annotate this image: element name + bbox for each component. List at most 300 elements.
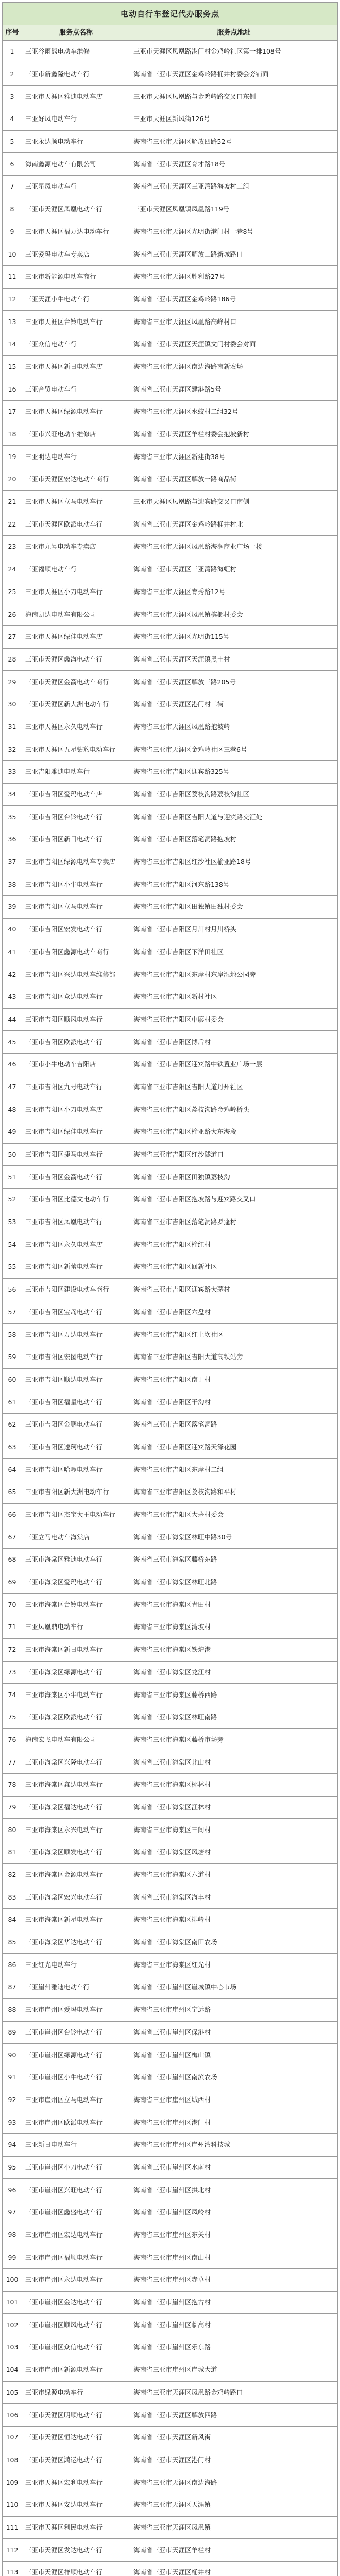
service-point-name: 三亚市崖州区欧派电动车行 [22,2111,130,2133]
service-point-address: 海南省三亚市崖州区崖州湾科技城 [133,2141,230,2149]
table-row [3,851,337,874]
table-row [3,716,337,739]
row-number: 108 [3,2449,22,2471]
table-row [3,2246,337,2269]
service-point-address: 海南省三亚市吉阳区榆亚路大东海段 [133,1128,237,1136]
service-point-address: 海南省三亚市吉阳区吉阳大道与迎宾路交汇处 [133,812,263,821]
service-point-address: 海南省三亚市崖州区东关村 [133,2231,211,2239]
service-point-address: 海南省三亚市吉阳区红沙社区榆亚路18号 [133,858,251,866]
service-point-name: 三亚市吉阳区金箭电动车行 [22,1166,130,1188]
table-row [3,423,337,446]
service-point-address: 三亚市天涯区凤凰路港门村金鸡岭社区第一排108号 [133,47,281,56]
service-point-address: 海南省三亚市吉阳区干沟村 [133,1398,211,1406]
service-point-name: 三亚市崖州区爱玛电动车行 [22,1999,130,2021]
service-point-name: 三亚市海棠区兴隆电动车行 [22,1751,130,1773]
table-row [3,986,337,1009]
service-point-address: 海南省三亚市天涯区光明街港门村一巷8号 [133,227,253,235]
table-row [3,131,337,154]
service-point-address: 海南省三亚市天涯区解放四路 [133,2411,217,2419]
row-number: 63 [3,1436,22,1459]
service-point-name: 三亚市吉阳区万达电动车行 [22,1324,130,1346]
service-point-address: 海南省三亚市天涯区新风街 [133,2433,211,2442]
service-point-name: 三亚市吉阳区宝岛电动车行 [22,1301,130,1324]
service-point-name: 三亚市海棠区雅迪电动车行 [22,1549,130,1571]
row-number: 40 [3,919,22,941]
row-number: 106 [3,2404,22,2426]
table-header-row [3,25,337,41]
row-number: 55 [3,1256,22,1278]
table-row [3,919,337,941]
service-point-name: 三亚市吉阳区兴达电动车维修部 [22,963,130,986]
row-number: 25 [3,581,22,603]
table-row [3,806,337,828]
table-row [3,581,337,604]
service-point-address: 海南省三亚市崖州区崖城大道 [133,2366,217,2374]
service-point-name: 三亚市天涯区凤凰电动车行 [22,198,130,221]
table-row [3,2314,337,2336]
row-number: 15 [3,356,22,378]
row-number: 39 [3,896,22,918]
row-number: 8 [3,198,22,221]
row-number: 53 [3,1211,22,1233]
service-point-name: 三亚市吉阳区小刀电动车店 [22,1098,130,1121]
table-row [3,693,337,716]
service-point-address: 海南省三亚市天涯区解放四路52号 [133,138,232,146]
service-point-name: 三亚市崖州区小刀电动车行 [22,2157,130,2179]
service-point-name: 三亚红光电动车行 [22,1954,130,1976]
service-point-name: 三亚市吉阳区台铃电动车行 [22,806,130,828]
row-number: 89 [3,2022,22,2044]
row-number: 38 [3,873,22,895]
row-number: 49 [3,1121,22,1143]
table-row [3,761,337,784]
service-point-address: 海南省三亚市天涯区建港路5号 [133,385,222,393]
service-point-name: 三亚市吉阳区永久电动车店 [22,1233,130,1256]
table-row [3,1233,337,1256]
row-number: 28 [3,649,22,671]
service-point-name: 三亚市兴旺电动车维修店 [22,423,130,446]
service-point-address: 海南省三亚市天涯区凤凰路抱坡岭 [133,722,230,731]
row-number: 101 [3,2292,22,2314]
service-point-name: 三亚市吉阳区速珂电动车行 [22,1436,130,1459]
service-point-address: 海南省三亚市海棠区风塘村 [133,1848,211,1856]
table-row [3,2179,337,2201]
table-row [3,1189,337,1211]
service-point-address: 海南省三亚市崖州区崖城镇中心市场 [133,1983,237,1991]
service-point-name: 三亚市天涯区金箭电动车商行 [22,671,130,693]
service-point-address: 海南省三亚市天涯区南边海路 [133,2478,217,2486]
service-point-name: 三亚立马电动车海棠店 [22,1526,130,1548]
row-number: 3 [3,86,22,108]
service-point-name: 三亚市天涯区宏利电动车行 [22,2471,130,2494]
row-number: 60 [3,1369,22,1391]
service-point-name: 三亚市天涯区利民电动车行 [22,2517,130,2539]
service-point-name: 三亚市吉阳区小牛电动车行 [22,873,130,895]
table-row [3,1369,337,1392]
row-number: 112 [3,2539,22,2561]
service-point-address: 海南省三亚市海棠区铁炉港 [133,1646,211,1654]
row-number: 113 [3,2562,22,2576]
service-point-name: 三亚崖州雅迪电动车行 [22,1976,130,1998]
table-row [3,2224,337,2247]
row-number: 5 [3,131,22,153]
service-point-address: 海南省三亚市崖州区保港村 [133,2028,211,2036]
row-number: 67 [3,1526,22,1548]
row-number: 29 [3,671,22,693]
service-point-address: 海南省三亚市吉阳区田独镇田独村委会 [133,903,243,911]
row-number: 43 [3,986,22,1008]
service-point-address: 海南省三亚市吉阳区回新社区 [133,1263,217,1271]
row-number: 66 [3,1504,22,1526]
service-point-name: 三亚市吉阳区哈啰电动车行 [22,1459,130,1481]
service-point-address: 海南省三亚市吉阳区田独镇荔枝沟 [133,1173,230,1181]
service-point-name: 三亚市崖州区绿源电动车行 [22,2044,130,2066]
service-point-address: 海南省三亚市吉阳区博后村 [133,1038,211,1046]
service-point-address: 海南省三亚市吉阳区吉阳大道丹州社区 [133,1082,243,1091]
row-number: 11 [3,266,22,288]
service-point-name: 三亚市吉阳区比德文电动车行 [22,1189,130,1211]
service-point-name: 三亚市天涯区安达电动车行 [22,2494,130,2516]
table-row [3,1324,337,1346]
table-row [3,1009,337,1031]
service-point-name: 三亚市海棠区新星电动车行 [22,1909,130,1931]
service-point-address: 海南省三亚市海棠区六道村 [133,1871,211,1879]
table-row [3,603,337,626]
service-point-address: 海南省三亚市海棠区南田农场 [133,1938,217,1946]
service-point-name: 三亚市海棠区顺发电动车行 [22,1841,130,1863]
service-point-name: 三亚凤凰鼎电动车行 [22,1616,130,1638]
row-number: 75 [3,1706,22,1728]
service-point-name: 三亚市崖州区永达电动车行 [22,2269,130,2291]
table-row [3,1301,337,1324]
row-number: 18 [3,423,22,446]
service-point-name: 三亚市吉阳区顺达电动车行 [22,1369,130,1391]
service-point-address: 海南省三亚市天涯区南边海路南新农场 [133,362,243,370]
row-number: 41 [3,941,22,963]
table-row [3,1864,337,1887]
table-row [3,1706,337,1729]
service-point-name: 三亚市海棠区爱玛电动车行 [22,1571,130,1594]
service-point-address: 海南省三亚市吉阳区下洋田社区 [133,947,224,956]
service-point-name: 三亚市天涯区福万达电动车行 [22,221,130,243]
service-point-address: 海南省三亚市天涯区胜利路27号 [133,273,226,281]
service-point-name: 三亚市崖州区宏达电动车行 [22,2224,130,2246]
service-point-name: 三亚市海棠区小牛电动车行 [22,1684,130,1706]
row-number: 23 [3,536,22,558]
service-point-name: 三亚市天涯区鸿运电动车行 [22,2449,130,2471]
service-point-name: 三亚福顺电动车行 [22,558,130,581]
service-point-address: 海南省三亚市吉阳区南丁村 [133,1375,211,1383]
row-number: 9 [3,221,22,243]
table-row [3,2201,337,2224]
row-number: 86 [3,1954,22,1976]
service-point-address: 海南省三亚市吉阳区抱坡路与迎宾路交叉口 [133,1195,256,1204]
row-number: 65 [3,1481,22,1503]
service-point-name: 三亚市海棠区绿源电动车行 [22,1662,130,1684]
service-point-address: 海南省三亚市天涯区港门村 [133,2455,211,2464]
service-point-name: 三亚市绿源电动车行 [22,2382,130,2404]
row-number: 27 [3,626,22,648]
service-point-name: 三亚市海棠区新日电动车行 [22,1639,130,1661]
service-point-name: 三亚市新能源电动车商行 [22,266,130,288]
row-number: 97 [3,2201,22,2224]
row-number: 42 [3,963,22,986]
table-row [3,1459,337,1481]
table-row [3,1346,337,1369]
table-row [3,2562,337,2576]
table-row [3,2539,337,2562]
service-point-name: 三亚市崖州区台铃电动车行 [22,2022,130,2044]
row-number: 111 [3,2517,22,2539]
table-row [3,1076,337,1099]
service-point-name: 三亚市小牛电动车吉阳店 [22,1054,130,1076]
table-row [3,941,337,964]
row-number: 34 [3,784,22,806]
service-point-name: 三亚市吉阳区绿源电动车专卖店 [22,851,130,873]
row-number: 7 [3,176,22,198]
service-point-address: 海南省三亚市天涯区羊栏村 [133,2546,211,2554]
service-point-address: 海南省三亚市吉阳区月川村月川桥头 [133,925,237,934]
row-number: 74 [3,1684,22,1706]
service-point-name: 三亚星凤电动车行 [22,176,130,198]
table-row [3,1774,337,1797]
service-point-address: 海南省三亚市吉阳区吉阳大道高铁站旁 [133,1353,243,1361]
table-title: 电动自行车登记代办服务点 [3,3,337,25]
table-row [3,896,337,919]
row-number: 14 [3,333,22,355]
row-number: 21 [3,491,22,513]
service-point-address: 海南省三亚市吉阳区荔枝沟路和平村 [133,1488,237,1496]
table-row [3,446,337,468]
table-row [3,1616,337,1639]
row-number: 99 [3,2246,22,2268]
service-point-address: 海南省三亚市天涯区解放一路商品街 [133,475,237,483]
service-point-name: 三亚市天涯区立马电动车行 [22,491,130,513]
service-point-address: 海南省三亚市天涯区解放二路新城路口 [133,250,243,258]
table-row [3,2157,337,2179]
service-point-address: 海南省三亚市吉阳区榆红村 [133,1240,211,1248]
service-point-address: 海南省三亚市崖州区赤草村 [133,2276,211,2284]
row-number: 78 [3,1774,22,1796]
table-row [3,2494,337,2517]
row-number: 4 [3,108,22,130]
service-point-address: 海南省三亚市吉阳区大茅村委会 [133,1511,224,1519]
service-point-name: 三亚市吉阳区新日电动车行 [22,828,130,851]
service-point-name: 三亚新日电动车行 [22,2134,130,2156]
table-row [3,1999,337,2022]
service-point-name: 三亚市天涯区宏达电动车商行 [22,468,130,490]
table-row [3,1751,337,1774]
row-number: 36 [3,828,22,851]
service-point-address: 海南省三亚市海棠区湾坡村 [133,1623,211,1631]
row-number: 31 [3,716,22,738]
table-row [3,1729,337,1752]
service-point-address: 海南省三亚市吉阳区东岸村二组 [133,1465,224,1473]
table-row [3,2134,337,2157]
table-row [3,963,337,986]
service-point-name: 三亚市天涯区发达电动车行 [22,2539,130,2561]
service-point-address: 海南省三亚市海棠区林旺中路30号 [133,1533,232,1541]
row-number: 45 [3,1031,22,1053]
service-point-name: 三亚好凤电动车行 [22,108,130,130]
service-point-name: 三亚市天涯区五星钻豹电动车行 [22,738,130,760]
service-point-name: 海南凯达电动车有限公司 [22,603,130,625]
service-point-table [2,2,338,2576]
service-point-address: 海南省三亚市吉阳区东岸村东岸湿地公园旁 [133,970,256,978]
service-point-name: 三亚市吉阳区欧派电动车行 [22,1031,130,1053]
row-number: 103 [3,2336,22,2359]
service-point-name: 三亚永达顺电动车行 [22,131,130,153]
service-point-address: 三亚市天涯区新风街126号 [133,115,210,123]
table-row [3,1391,337,1414]
table-row [3,2269,337,2292]
table-row [3,1931,337,1954]
service-point-address: 海南省三亚市天涯区金鸡岭社区三巷6号 [133,745,247,753]
table-row [3,2292,337,2314]
service-point-name: 三亚市吉阳区宏发电动车行 [22,919,130,941]
row-number: 44 [3,1009,22,1031]
service-point-name: 三亚市吉阳区宏图电动车行 [22,1346,130,1368]
row-number: 2 [3,63,22,86]
row-number: 61 [3,1391,22,1413]
column-header-address: 服务点地址 [217,28,251,37]
row-number: 58 [3,1324,22,1346]
table-row [3,1054,337,1076]
table-row [3,1954,337,1976]
service-point-address: 海南省三亚市海棠区藤桥东路 [133,1555,217,1564]
table-row [3,63,337,86]
table-row [3,266,337,289]
service-point-name: 三亚市崖州区新源电动车行 [22,2359,130,2381]
row-number: 109 [3,2471,22,2494]
service-point-name: 三亚市吉阳区绿佳电动车行 [22,1121,130,1143]
service-point-address: 三亚市天涯区凤凰路与迎宾路交叉口南侧 [133,498,250,506]
service-point-address: 海南省三亚市吉阳区迎宾路中铁置业广场一层 [133,1060,263,1069]
service-point-name: 三亚市吉阳区杰宝大王电动车行 [22,1504,130,1526]
table-row [3,2022,337,2044]
service-point-name: 三亚市吉阳区立马电动车行 [22,896,130,918]
row-number: 10 [3,243,22,265]
row-number: 88 [3,1999,22,2021]
service-point-name: 三亚市吉阳区福星电动车行 [22,1391,130,1413]
table-row [3,401,337,423]
service-point-address: 海南省三亚市天涯区育秀路12号 [133,587,226,596]
table-row [3,243,337,266]
service-point-address: 海南省三亚市崖州区拱北村 [133,2185,211,2194]
row-number: 48 [3,1098,22,1121]
table-row [3,2089,337,2112]
table-row [3,1279,337,1301]
service-point-address: 海南省三亚市吉阳区荔枝沟路金鸡岭桥头 [133,1105,250,1113]
service-point-name: 三亚市吉阳区捷马电动车行 [22,1144,130,1166]
service-point-name: 三亚市吉阳区众达电动车行 [22,986,130,1008]
table-row [3,784,337,806]
table-row [3,1594,337,1616]
service-point-address: 海南省三亚市崖州区梅山镇 [133,2050,211,2059]
service-point-name: 三亚市新鑫隆电动车行 [22,63,130,86]
service-point-address: 海南省三亚市海棠区排岭村 [133,1916,211,1924]
table-row [3,153,337,176]
service-point-address: 海南省三亚市崖州区水南村 [133,2163,211,2171]
service-point-address: 海南省三亚市吉阳区河东路138号 [133,880,230,888]
service-point-address: 海南省三亚市天涯区新建街38号 [133,452,226,461]
service-point-name: 三亚市天涯区明顺电动车行 [22,2404,130,2426]
table-row [3,1662,337,1684]
service-point-address: 海南省三亚市天涯区桶井村 [133,2568,211,2576]
row-number: 13 [3,311,22,333]
table-row [3,1098,337,1121]
table-row [3,2359,337,2382]
row-number: 70 [3,1594,22,1616]
service-point-address: 海南省三亚市海棠区藤桥市场旁 [133,1735,224,1743]
service-point-address: 海南省三亚市天涯区三亚湾路海坡村二组 [133,182,250,191]
service-point-name: 三亚市崖州区金达电动车行 [22,2292,130,2314]
table-row [3,1819,337,1841]
table-row [3,2404,337,2427]
service-point-name: 三亚市吉阳区金鹏电动车行 [22,1414,130,1436]
service-point-address: 海南省三亚市天涯区天涯镇 [133,2501,211,2509]
table-row [3,1504,337,1527]
service-point-address: 海南省三亚市海棠区江林村 [133,1803,211,1811]
service-point-address: 海南省三亚市崖州区凤岭村 [133,2208,211,2216]
service-point-address: 海南省三亚市天涯区天涯镇文门村委会对面 [133,340,256,348]
service-point-name: 三亚市吉阳区鑫源电动车商行 [22,941,130,963]
service-point-name: 三亚市天涯区鑫海电动车行 [22,649,130,671]
row-number: 50 [3,1144,22,1166]
service-point-name: 三亚众信电动车行 [22,333,130,355]
table-row [3,873,337,896]
service-point-address: 海南省三亚市天涯区凤凰镇 [133,2523,211,2531]
service-point-name: 三亚市崖州区兴旺电动车行 [22,2179,130,2201]
service-point-name: 海南鑫源电动车有限公司 [22,153,130,175]
service-point-address: 海南省三亚市吉阳区中廖村委会 [133,1015,224,1023]
row-number: 20 [3,468,22,490]
service-point-name: 三亚市海棠区金源电动车行 [22,1864,130,1886]
service-point-name: 三亚市天涯区小刀电动车行 [22,581,130,603]
row-number: 62 [3,1414,22,1436]
service-point-name: 三亚市海棠区鑫达电动车行 [22,1774,130,1796]
table-body [3,41,337,2576]
table-row [3,2044,337,2066]
row-number: 73 [3,1662,22,1684]
service-point-address: 三亚市天涯区凤凰镇凤凰路119号 [133,205,230,213]
table-row [3,176,337,198]
service-point-address: 海南省三亚市崖州区乐东路 [133,2343,211,2351]
table-row [3,41,337,63]
row-number: 30 [3,693,22,716]
row-number: 104 [3,2359,22,2381]
row-number: 92 [3,2089,22,2111]
service-point-address: 海南省三亚市海棠区北山村 [133,1758,211,1766]
table-row [3,2111,337,2134]
service-point-name: 三亚市崖州区立马电动车行 [22,2089,130,2111]
service-point-address: 海南省三亚市吉阳区迎宾路大茅村 [133,1285,230,1294]
service-point-name: 三亚爱玛电动车专卖店 [22,243,130,265]
row-number: 76 [3,1729,22,1751]
row-number: 93 [3,2111,22,2133]
row-number: 102 [3,2314,22,2336]
table-row [3,1797,337,1819]
row-number: 24 [3,558,22,581]
service-point-address: 海南省三亚市天涯区羊栏村委会抱坡新村 [133,430,250,438]
service-point-address: 海南省三亚市天涯区凤凰镇槟榔村委会 [133,610,243,618]
row-number: 107 [3,2427,22,2449]
table-row [3,333,337,356]
service-point-address: 海南省三亚市崖州区南滨农场 [133,2073,217,2081]
service-point-name: 三亚市天涯区绿源电动车行 [22,401,130,423]
row-number: 56 [3,1279,22,1301]
row-number: 71 [3,1616,22,1638]
